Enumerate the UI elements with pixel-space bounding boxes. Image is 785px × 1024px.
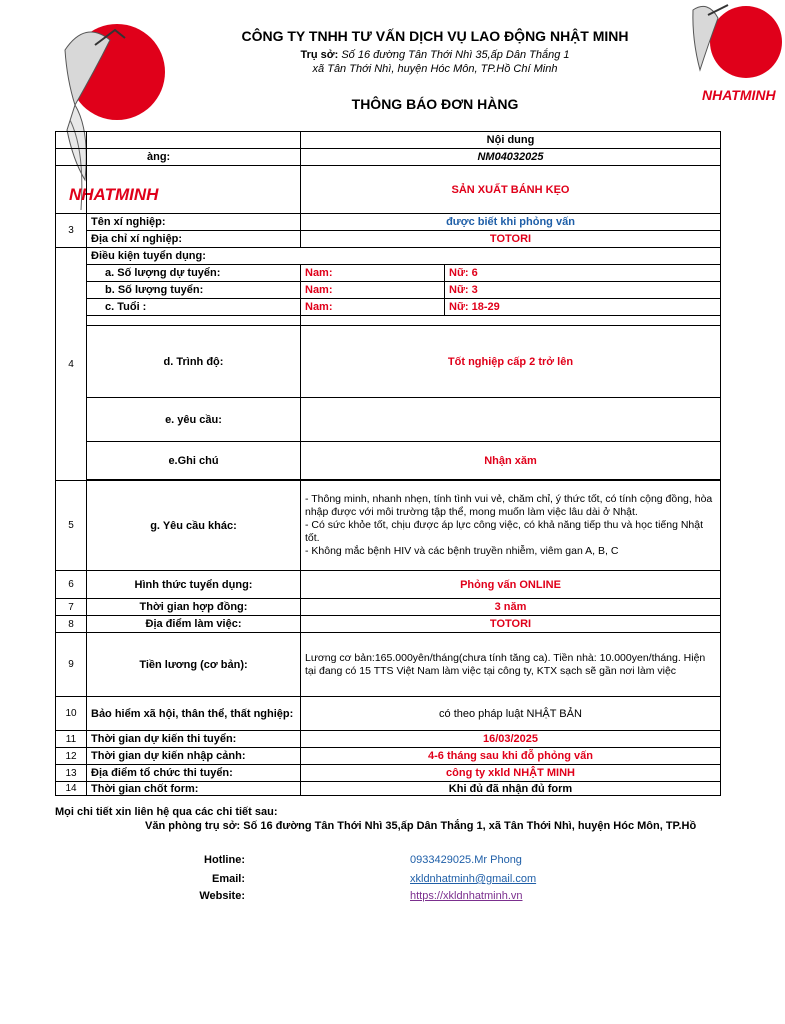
hq-line-2: xã Tân Thới Nhì, huyện Hóc Môn, TP.Hồ Chí Minh [312, 63, 558, 75]
table-row [56, 265, 721, 282]
entry-time-value: 4-6 tháng sau khi đỗ phỏng vấn [301, 748, 721, 765]
applicants-label: a. Số lượng dự tuyển: [87, 265, 301, 282]
email-link[interactable]: xkldnhatminh@gmail.com [410, 873, 537, 885]
age-male: Nam: [301, 299, 445, 316]
row-number: 13 [56, 765, 87, 782]
exam-date-label: Thời gian dự kiến thi tuyển: [87, 731, 301, 748]
brand-text-right: NHATMINH [702, 87, 776, 103]
order-table [55, 131, 721, 796]
table-row [56, 731, 721, 748]
requirement-label: e. yêu cầu: [87, 398, 301, 442]
requirement-line: - Có sức khỏe tốt, chịu được áp lực công việc, có khả năng tiếp thu và học tiếng Nhật tốt. [305, 519, 704, 544]
header-content: Nội dung [301, 132, 721, 149]
table-row [56, 132, 721, 149]
table-row [56, 282, 721, 299]
contact-footer [55, 806, 755, 902]
exam-place-value: công ty xkld NHẬT MINH [301, 765, 721, 782]
order-code: NM04032025 [301, 149, 721, 166]
table-row [56, 231, 721, 248]
age-label: c. Tuổi : [87, 299, 301, 316]
table-row [56, 166, 721, 214]
address-label: Địa chỉ xí nghiệp: [87, 231, 301, 248]
hotline-value[interactable]: 0933429025.Mr Phong [410, 854, 522, 866]
contact-intro: Mọi chi tiết xin liên hệ qua các chi tiết sau: [55, 806, 278, 818]
applicants-female: Nữ: 6 [445, 265, 721, 282]
form-deadline-value: Khi đủ đã nhận đủ form [301, 782, 721, 796]
workplace-label: Địa điểm làm việc: [87, 616, 301, 633]
order-code-label: àng: [87, 149, 301, 166]
row-number: 14 [56, 782, 87, 796]
hires-female: Nữ: 3 [445, 282, 721, 299]
crane-logo-right [688, 0, 785, 105]
hires-male: Nam: [301, 282, 445, 299]
contract-term-label: Thời gian hợp đồng: [87, 599, 301, 616]
note-value: Nhận xăm [301, 442, 721, 480]
recruitment-form-value: Phỏng vấn ONLINE [301, 571, 721, 599]
row-number: 8 [56, 616, 87, 633]
hires-label: b. Số lượng tuyển: [87, 282, 301, 299]
exam-date-value: 16/03/2025 [301, 731, 721, 748]
row-number: 7 [56, 599, 87, 616]
company-address [175, 48, 695, 76]
table-row [56, 571, 721, 599]
row-number: 4 [56, 248, 87, 481]
table-row [56, 442, 721, 480]
row-number: 5 [56, 481, 87, 571]
office-address: Văn phòng trụ sở: Số 16 đường Tân Thới Nhì 35,ấp Dân Thắng 1, xã Tân Thới Nhì, huyện Hóc Môn, TP.Hồ [145, 820, 697, 832]
row-number: 10 [56, 697, 87, 731]
note-label: e.Ghi chú [87, 442, 301, 480]
hotline-label: Hotline: [204, 854, 245, 866]
table-row [56, 326, 721, 398]
table-row [56, 697, 721, 731]
requirement-line: - Không mắc bệnh HIV và các bệnh truyền nhiễm, viêm gan A, B, C [305, 545, 619, 557]
salary-value: Lương cơ bản:165.000yên/tháng(chưa tính tăng ca). Tiền nhà: 10.000yen/tháng. Hiện tại đang có 15 TTS Việt Nam làm việc tại công ty, KTX sạch sẽ gần nơi làm việc [301, 633, 721, 697]
table-row [56, 299, 721, 316]
education-value: Tốt nghiệp cấp 2 trở lên [301, 326, 721, 398]
table-row [56, 316, 721, 326]
contract-term-value: 3 năm [301, 599, 721, 616]
row-number: 12 [56, 748, 87, 765]
table-row [56, 765, 721, 782]
entry-time-label: Thời gian dự kiến nhập cảnh: [87, 748, 301, 765]
table-row [56, 616, 721, 633]
row-number: 11 [56, 731, 87, 748]
insurance-value: có theo pháp luật NHẬT BẢN [301, 697, 721, 731]
applicants-male: Nam: [301, 265, 445, 282]
hq-label: Trụ sở: [300, 49, 339, 61]
conditions-heading: Điều kiện tuyển dụng: [87, 248, 721, 265]
row-number: 6 [56, 571, 87, 599]
table-row [56, 782, 721, 796]
table-row [56, 248, 721, 265]
address-value: TOTORI [301, 231, 721, 248]
other-requirements-label: g. Yêu cầu khác: [87, 481, 301, 571]
education-label: d. Trình độ: [87, 326, 301, 398]
other-requirements-value [301, 481, 721, 571]
industry-value: SẢN XUẤT BÁNH KẸO [301, 166, 721, 214]
requirement-value [301, 398, 721, 442]
table-row [56, 481, 721, 571]
row-number: 3 [56, 214, 87, 248]
table-row [56, 748, 721, 765]
company-label: Tên xí nghiệp: [87, 214, 301, 231]
salary-label: Tiền lương (cơ bản): [87, 633, 301, 697]
form-deadline-label: Thời gian chốt form: [87, 782, 301, 796]
website-link[interactable]: https://xkldnhatminh.vn [410, 890, 523, 902]
company-value: được biết khi phỏng vấn [301, 214, 721, 231]
recruitment-form-label: Hình thức tuyển dụng: [87, 571, 301, 599]
exam-place-label: Địa điểm tổ chức thi tuyển: [87, 765, 301, 782]
website-label: Website: [199, 890, 245, 902]
row-number: 9 [56, 633, 87, 697]
insurance-label: Bảo hiểm xã hội, thân thể, thất nghiệp: [87, 697, 301, 731]
age-female: Nữ: 18-29 [445, 299, 721, 316]
table-row [56, 633, 721, 697]
table-row [56, 398, 721, 442]
brand-text-left: NHATMINH [69, 185, 159, 204]
email-label: Email: [211, 873, 245, 885]
table-row [56, 149, 721, 166]
requirement-line: - Thông minh, nhanh nhẹn, tính tình vui vẻ, chăm chỉ, ý thức tốt, có tính cộng đồng, hòa nhập được với môi trường tập thể, mong muốn làm việc lâu dài ở Nhật. [305, 493, 713, 518]
workplace-value: TOTORI [301, 616, 721, 633]
hq-line-1: Số 16 đường Tân Thới Nhì 35,ấp Dân Thắng 1 [338, 49, 570, 61]
table-row [56, 599, 721, 616]
document-title: THÔNG BÁO ĐƠN HÀNG [351, 96, 519, 112]
company-name: CÔNG TY TNHH TƯ VẤN DỊCH VỤ LAO ĐỘNG NHẬT MINH [241, 28, 629, 44]
table-row [56, 214, 721, 231]
